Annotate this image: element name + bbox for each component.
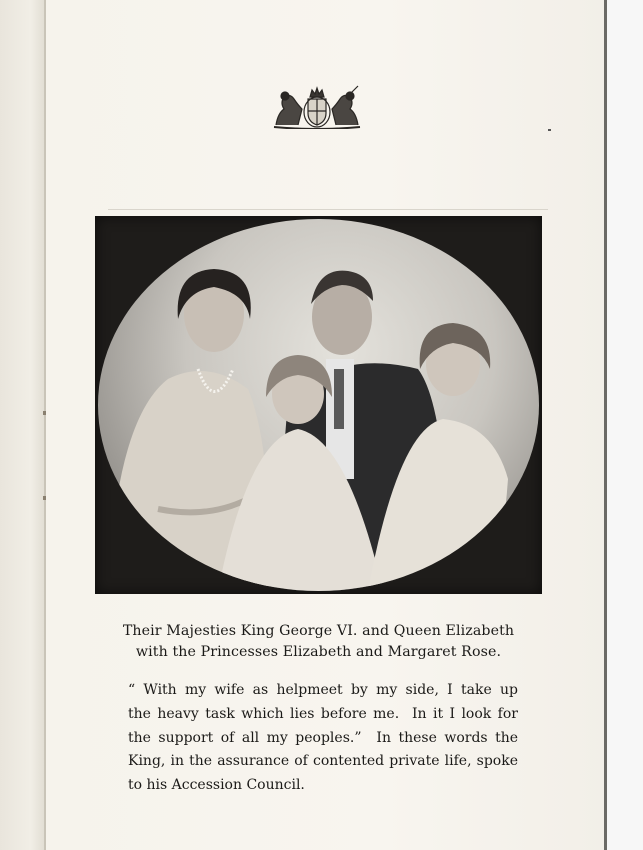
caption-line: Their Majesties King George VI. and Queen Elizabeth (122, 623, 515, 639)
background (607, 0, 643, 850)
quote-line (128, 703, 518, 727)
quote-line (128, 727, 518, 751)
print-mark (548, 129, 551, 131)
portrait-figures (98, 219, 539, 591)
quote-line (128, 750, 518, 774)
divider (108, 209, 548, 210)
royal-family-photo (95, 216, 542, 594)
quote-text: to his Accession Council. (128, 777, 305, 794)
quote-text: the heavy task which lies before me. In it I look for (128, 705, 518, 722)
quote-text: King, in the assurance of contented private life, spoke (128, 753, 518, 770)
royal-crest-icon (268, 85, 366, 129)
quote-text: the support of all my peoples.” In these words the (128, 729, 518, 746)
photo-caption (95, 621, 542, 663)
quote-line (128, 774, 518, 798)
quote-text: “ With my wife as helpmeet by my side, I take up (128, 682, 518, 698)
photo-vignette (98, 219, 539, 591)
caption-line: with the Princesses Elizabeth and Margaret Rose. (135, 644, 502, 660)
facing-page (0, 0, 44, 850)
quote-paragraph (128, 679, 518, 798)
quote-line (128, 679, 518, 703)
